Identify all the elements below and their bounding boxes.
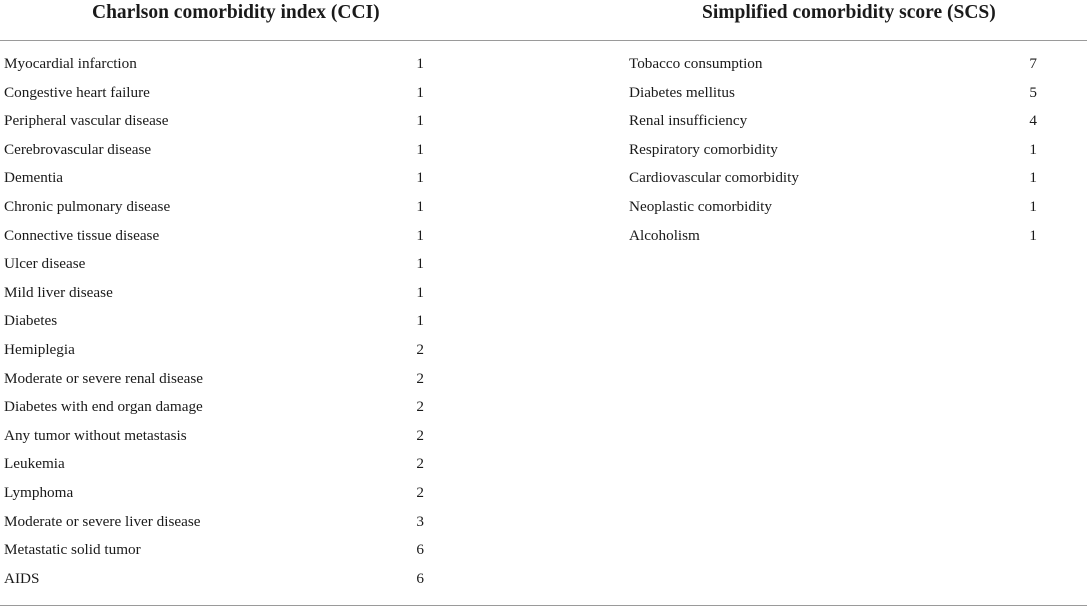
condition-label: Congestive heart failure <box>4 83 150 101</box>
condition-label: Renal insufficiency <box>629 112 748 130</box>
condition-label: Cardiovascular comorbidity <box>629 169 799 187</box>
cci-row <box>4 508 424 537</box>
cci-row <box>4 365 424 394</box>
condition-label: Metastatic solid tumor <box>4 541 141 559</box>
condition-label: Hemiplegia <box>4 340 75 358</box>
condition-label: Ulcer disease <box>4 255 86 273</box>
condition-score: 1 <box>1029 197 1037 215</box>
cci-row <box>4 107 424 136</box>
condition-score: 4 <box>1029 112 1037 130</box>
condition-score: 1 <box>1029 169 1037 187</box>
condition-label: Moderate or severe liver disease <box>4 512 201 530</box>
condition-label: Diabetes <box>4 312 58 330</box>
condition-score: 1 <box>416 312 424 330</box>
cci-row <box>4 50 424 79</box>
condition-score: 6 <box>416 569 424 587</box>
condition-score: 1 <box>416 140 424 158</box>
condition-score: 1 <box>416 55 424 72</box>
scs-column <box>629 50 1037 250</box>
cci-row <box>4 279 424 308</box>
cci-row <box>4 79 424 108</box>
cci-row <box>4 250 424 279</box>
condition-score: 1 <box>416 283 424 301</box>
condition-score: 1 <box>416 255 424 273</box>
condition-label: Tobacco consumption <box>629 55 763 72</box>
cci-heading: Charlson comorbidity index (CCI) <box>92 2 380 23</box>
condition-label: Neoplastic comorbidity <box>629 197 772 215</box>
condition-score: 1 <box>416 226 424 244</box>
condition-score: 2 <box>416 340 424 358</box>
condition-score: 2 <box>416 369 424 387</box>
scs-row <box>629 164 1037 193</box>
condition-score: 1 <box>1029 226 1037 244</box>
condition-score: 1 <box>416 169 424 187</box>
table-bottom-rule <box>0 605 1087 606</box>
cci-row <box>4 222 424 251</box>
condition-label: Respiratory comorbidity <box>629 140 778 158</box>
condition-score: 1 <box>1029 140 1037 158</box>
condition-label: Lymphoma <box>4 483 74 501</box>
scs-row <box>629 107 1037 136</box>
condition-score: 7 <box>1029 55 1037 72</box>
condition-score: 1 <box>416 83 424 101</box>
condition-score: 2 <box>416 455 424 473</box>
cci-column <box>4 50 424 593</box>
condition-label: Diabetes with end organ damage <box>4 398 203 416</box>
condition-score: 2 <box>416 398 424 416</box>
condition-label: Alcoholism <box>629 226 700 244</box>
scs-row <box>629 50 1037 79</box>
condition-score: 6 <box>416 541 424 559</box>
scs-row <box>629 79 1037 108</box>
cci-row <box>4 536 424 565</box>
condition-label: Leukemia <box>4 455 65 473</box>
condition-score: 5 <box>1029 83 1037 101</box>
condition-score: 1 <box>416 197 424 215</box>
table-header-row <box>0 0 1087 40</box>
condition-label: Chronic pulmonary disease <box>4 197 171 215</box>
cci-row <box>4 136 424 165</box>
cci-row <box>4 307 424 336</box>
condition-score: 2 <box>416 483 424 501</box>
condition-score: 1 <box>416 112 424 130</box>
condition-score: 2 <box>416 426 424 444</box>
scs-heading: Simplified comorbidity score (SCS) <box>702 2 996 23</box>
cci-row <box>4 336 424 365</box>
condition-label: Diabetes mellitus <box>629 83 735 101</box>
condition-label: AIDS <box>4 569 40 587</box>
cci-row <box>4 164 424 193</box>
cci-row <box>4 393 424 422</box>
condition-label: Connective tissue disease <box>4 226 160 244</box>
scs-row <box>629 193 1037 222</box>
condition-label: Cerebrovascular disease <box>4 140 152 158</box>
cci-row <box>4 422 424 451</box>
condition-label: Dementia <box>4 169 64 187</box>
cci-row <box>4 479 424 508</box>
scs-row <box>629 222 1037 251</box>
condition-label: Mild liver disease <box>4 283 113 301</box>
cci-row <box>4 450 424 479</box>
condition-label: Any tumor without metastasis <box>4 426 187 444</box>
scs-row <box>629 136 1037 165</box>
condition-label: Peripheral vascular disease <box>4 112 169 130</box>
cci-row <box>4 193 424 222</box>
condition-score: 3 <box>416 512 424 530</box>
condition-label: Myocardial infarction <box>4 55 137 72</box>
header-divider <box>0 40 1087 41</box>
condition-label: Moderate or severe renal disease <box>4 369 204 387</box>
cci-row <box>4 565 424 594</box>
